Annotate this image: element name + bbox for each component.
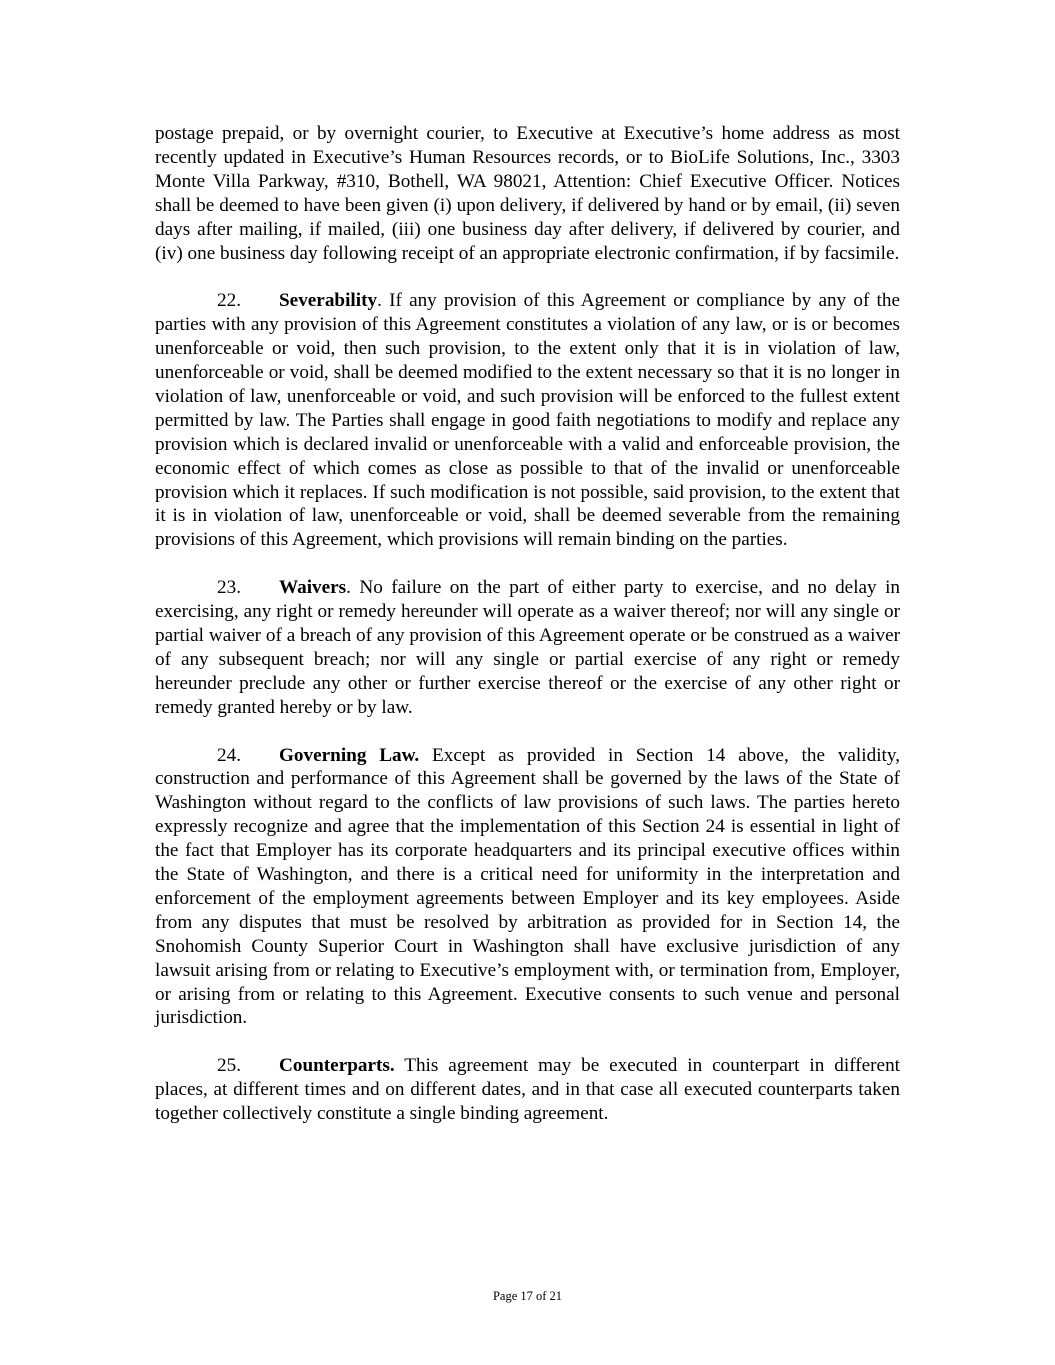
section-body: . No failure on the part of either party to exercise, and no delay in exercising, any right or remedy hereunder will operate as a waiver thereof; nor will any single or partial waiver of a breach of any provision of this Agreement operate or be construed as a waiver of any subsequent breach; nor will any single or partial exercise of any right or remedy hereunder preclude any other or further exercise thereof or the exercise of any other right or remedy granted hereby or by law. xyxy=(155,577,900,718)
section-number: 24. xyxy=(217,744,241,766)
notice-continuation-paragraph: postage prepaid, or by overnight courier, to Executive at Executive’s home address as most recently updated in Executive’s Human Resources records, or to BioLife Solutions, Inc., 3303 Monte Villa Parkway, #310, Bothell, WA 98021, Attention: Chief Executive Officer. Notices shall be deemed to have been given (i) upon delivery, if delivered by hand or by email, (ii) seven days after mailing, if mailed, (iii) one business day after delivery, if delivered by courier, and (iv) one business day following receipt of an appropriate electronic confirmation, if by facsimile. xyxy=(155,123,900,264)
section-body: This agreement may be executed in counterpart in different places, at different times and on different dates, and in that case all executed counterparts taken together collectively constitute a single binding agreement. xyxy=(155,1055,900,1125)
section-24-governing-law xyxy=(155,744,900,1031)
section-number: 23. xyxy=(217,577,241,599)
section-heading: Governing Law. xyxy=(279,744,420,766)
section-body: Except as provided in Section 14 above, the validity, construction and performance of this Agreement shall be governed by the laws of the State of Washington without regard to the conflicts of law provisions of such laws. The parties hereto expressly recognize and agree that the implementation of this Section 24 is essential in light of the fact that Employer has its corporate headquarters and its principal executive offices within the State of Washington, and there is a critical need for uniformity in the interpretation and enforcement of the employment agreements between Employer and its key employees. Aside from any disputes that must be resolved by arbitration as provided for in Section 14, the Snohomish County Superior Court in Washington shall have exclusive jurisdiction of any lawsuit arising from or relating to Executive’s employment with, or termination from, Employer, or arising from or relating to this Agreement. Executive consents to such venue and personal jurisdiction. xyxy=(155,744,900,1029)
section-heading: Counterparts. xyxy=(279,1055,395,1077)
section-number: 22. xyxy=(217,290,241,312)
section-heading: Severability xyxy=(279,290,378,312)
section-22-severability xyxy=(155,289,900,552)
section-body: . If any provision of this Agreement or compliance by any of the parties with any provision of this Agreement constitutes a violation of any law, or is or becomes unenforceable or void, then such provision, to the extent only that it is in violation of law, unenforceable or void, shall be deemed modified to the extent necessary so that it is no longer in violation of law, unenforceable or void, and such provision will be enforced to the fullest extent permitted by law. The Parties shall engage in good faith negotiations to modify and replace any provision which is declared invalid or unenforceable with a valid and enforceable provision, the economic effect of which comes as close as possible to that of the invalid or unenforceable provision which it replaces. If such modification is not possible, said provision, to the extent that it is in violation of law, unenforceable or void, shall be deemed severable from the remaining provisions of this Agreement, which provisions will remain binding on the parties. xyxy=(155,290,900,551)
document-body xyxy=(155,122,900,1150)
page-footer: Page 17 of 21 xyxy=(492,1289,563,1303)
section-heading: Waivers xyxy=(279,577,347,599)
section-23-waivers xyxy=(155,576,900,719)
section-number: 25. xyxy=(217,1055,241,1077)
section-25-counterparts xyxy=(155,1054,900,1126)
